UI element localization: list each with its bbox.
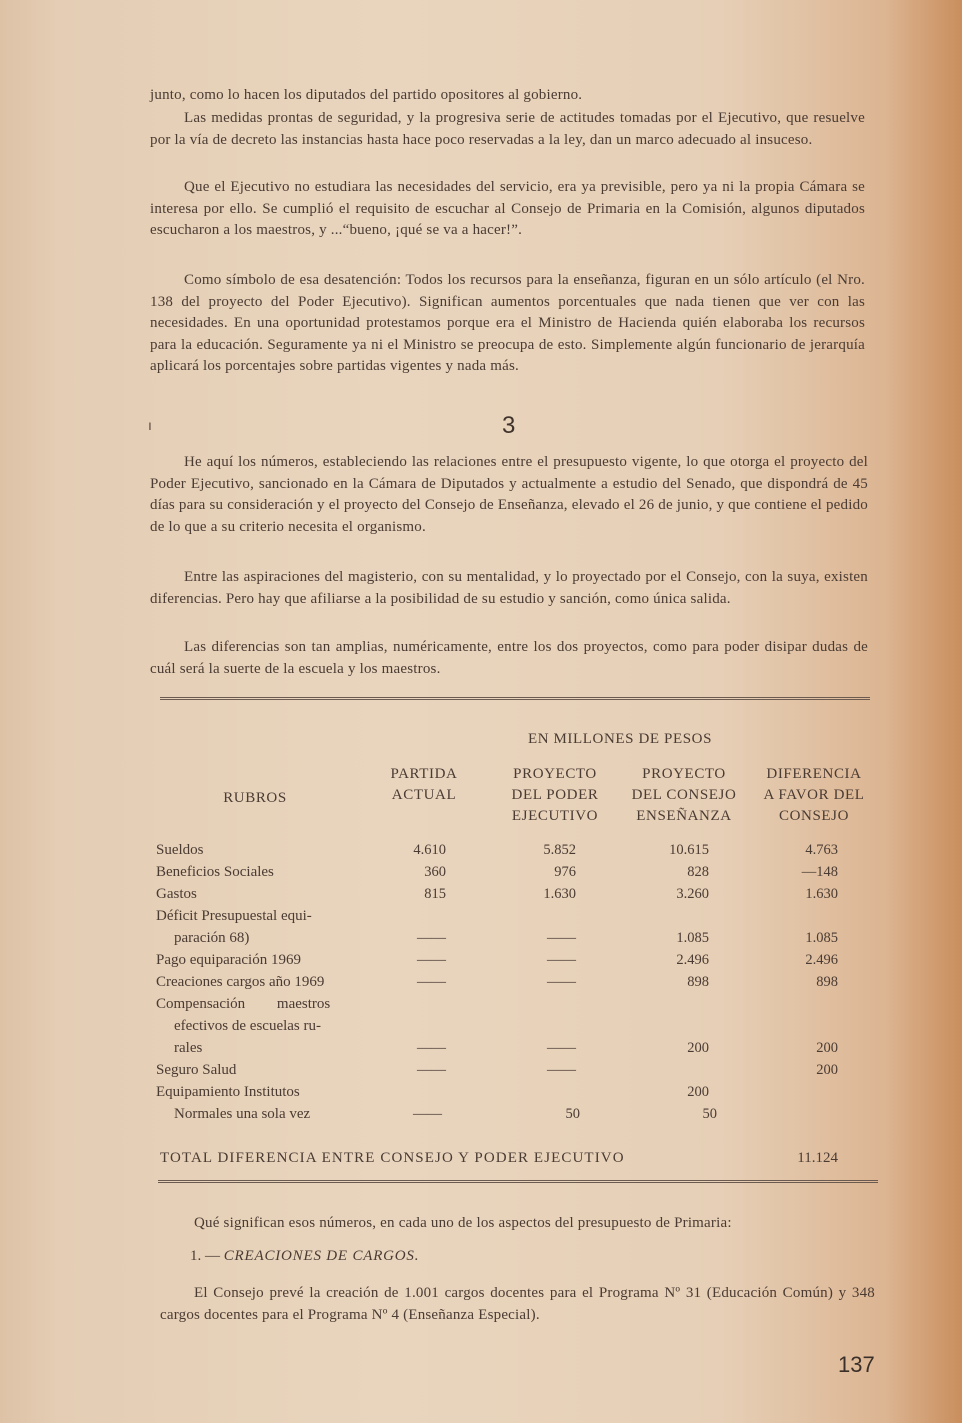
cell-partida: —— (417, 1062, 446, 1078)
table-total-label: TOTAL DIFERENCIA ENTRE CONSEJO Y PODER EJECUTIVO (160, 1150, 625, 1166)
cell-ejecutivo: 1.630 (543, 886, 576, 902)
cell-diferencia: 1.630 (805, 886, 838, 902)
row-label-seguro: Seguro Salud (156, 1062, 237, 1078)
paragraph-section-1: He aquí los números, estableciendo las relaciones entre el presupuesto vigente, lo que otorga el proyecto del Poder Ejecutivo, sancionado en la Cámara de Diputados y actualmente a estudio del Senado, que dispondrá de 45 días para su consideración y el proyecto del Consejo de Enseñanza, elevado el 26 de junio, y que contiene el pedido de lo que a su criterio necesita el organismo. (150, 454, 868, 535)
cell-consejo: 10.615 (669, 842, 709, 858)
header-diferencia (748, 764, 880, 827)
page-number: 137 (838, 1352, 875, 1377)
row-label-equipamiento: Equipamiento Institutos (156, 1084, 300, 1100)
row-label-deficit-cont: paración 68) (174, 930, 250, 946)
cell-diferencia: 1.085 (805, 930, 838, 946)
cell-diferencia: 898 (816, 974, 838, 990)
cell-consejo: 200 (687, 1084, 709, 1100)
list-heading-title: CREACIONES DE CARGOS. (223, 1248, 420, 1264)
row-label-pago: Pago equiparación 1969 (156, 952, 301, 968)
cell-diferencia: 4.763 (805, 842, 838, 858)
section-number: 3 (502, 412, 516, 439)
cell-consejo: 898 (687, 974, 709, 990)
header-diferencia-line: A FAVOR DEL (763, 787, 865, 803)
table-bottom-rule (158, 1180, 878, 1183)
header-ejecutivo (494, 764, 616, 827)
header-diferencia-line: DIFERENCIA (766, 766, 862, 782)
header-partida-line: ACTUAL (391, 787, 457, 803)
header-ejecutivo-line: EJECUTIVO (511, 808, 599, 824)
cell-ejecutivo: —— (547, 1040, 576, 1056)
cell-diferencia: 50 (702, 1106, 717, 1122)
cell-consejo: 3.260 (676, 886, 709, 902)
paragraph-section-2: Entre las aspiraciones del magisterio, con su mentalidad, y lo proyectado por el Consejo, con la suya, existen diferencias. Pero hay que afiliarse a la posibilidad de su estudio y sanción, como única salida. (150, 569, 868, 607)
row-label-creaciones: Creaciones cargos año 1969 (156, 974, 325, 990)
cell-partida: —— (417, 930, 446, 946)
cell-consejo: 200 (687, 1040, 709, 1056)
paragraph-intro-4: Como símbolo de esa desatención: Todos los recursos para la enseñanza, figuran en un sólo artículo (el Nro. 138 del proyecto del Poder Ejecutivo). Significan aumentos porcentuales que nada tienen que ver con las necesidades. En una oportunidad protestamos porque era el Ministro de Hacienda quién elaboraba los recursos para la educación. Seguramente ya ni el Ministro se preocupa de esto. Simplemente algún funcionario de jerarquía aplicará los porcentajes sobre partidas vigentes y nada más. (150, 272, 865, 374)
list-heading (190, 1248, 419, 1265)
cell-partida: —— (417, 974, 446, 990)
cell-consejo: 828 (687, 864, 709, 880)
list-heading-number: 1. — (190, 1248, 220, 1264)
header-diferencia-line: CONSEJO (778, 808, 850, 824)
row-label-beneficios: Beneficios Sociales (156, 864, 274, 880)
paragraph-intro-2: Las medidas prontas de seguridad, y la progresiva serie de actitudes tomadas por el Ejecutivo, que resuelve por la vía de decreto las instancias hasta hace poco reservadas a la ley, dan un marco adecuado al insuceso. (150, 110, 865, 148)
header-rubros: RUBROS (223, 790, 287, 806)
cell-diferencia: —148 (801, 864, 838, 880)
cell-diferencia: 200 (816, 1040, 838, 1056)
cell-ejecutivo: —— (547, 930, 576, 946)
cell-partida: 4.610 (413, 842, 446, 858)
header-partida (372, 764, 476, 806)
cell-diferencia: 2.496 (805, 952, 838, 968)
cell-partida: —— (417, 952, 446, 968)
paragraph-final: El Consejo prevé la creación de 1.001 cargos docentes para el Programa Nº 31 (Educación Común) y 348 cargos docentes para el Programa Nº 4 (Enseñanza Especial). (160, 1285, 875, 1323)
header-ejecutivo-line: PROYECTO (513, 766, 597, 782)
header-ejecutivo-line: DEL PODER (511, 787, 599, 803)
cell-diferencia: 200 (816, 1062, 838, 1078)
row-label-compensacion-cont: efectivos de escuelas ru- (174, 1018, 322, 1034)
margin-mark: ı (148, 417, 152, 433)
cell-ejecutivo: —— (547, 1062, 576, 1078)
paragraph-closing: Qué significan esos números, en cada uno de los aspectos del presupuesto de Primaria: (194, 1215, 732, 1231)
cell-consejo: 1.085 (676, 930, 709, 946)
row-label-compensacion: Compensación maestros (156, 996, 331, 1012)
table-total-value: 11.124 (797, 1150, 838, 1166)
cell-ejecutivo: 976 (554, 864, 576, 880)
header-consejo-line: PROYECTO (642, 766, 726, 782)
paragraph-section-3: Las diferencias son tan amplias, numéricamente, entre los dos proyectos, como para poder disipar dudas de cuál será la suerte de la escuela y los maestros. (150, 639, 868, 677)
paragraph-intro-1: junto, como lo hacen los diputados del partido opositores al gobierno. (150, 87, 583, 103)
row-label-gastos: Gastos (156, 886, 197, 902)
header-consejo-line: ENSEÑANZA (636, 808, 732, 824)
cell-ejecutivo: 5.852 (543, 842, 576, 858)
row-label-equipamiento-cont: Normales una sola vez (174, 1106, 311, 1122)
cell-ejecutivo: 50 (565, 1106, 580, 1122)
table-caption: EN MILLONES DE PESOS (527, 731, 713, 747)
cell-partida: —— (417, 1040, 446, 1056)
table-top-rule (160, 697, 870, 700)
cell-consejo: 2.496 (676, 952, 709, 968)
header-partida-line: PARTIDA (390, 766, 458, 782)
header-consejo-line: DEL CONSEJO (631, 787, 737, 803)
cell-partida: 360 (424, 864, 446, 880)
cell-ejecutivo: —— (547, 952, 576, 968)
row-label-sueldos: Sueldos (156, 842, 204, 858)
cell-partida: —— (413, 1106, 442, 1122)
paragraph-intro-3: Que el Ejecutivo no estudiara las necesidades del servicio, era ya previsible, pero ya ni la propia Cámara se interesa por ello. Se cumplió el requisito de escuchar al Consejo de Primaria en la Comisión, algunos diputados escucharon a los maestros, y ...“bueno, ¡qué se va a hacer!”. (150, 179, 865, 238)
cell-ejecutivo: —— (547, 974, 576, 990)
header-consejo (620, 764, 748, 827)
cell-partida: 815 (424, 886, 446, 902)
row-label-compensacion-cont: rales (174, 1040, 203, 1056)
row-label-deficit: Déficit Presupuestal equi- (156, 908, 312, 924)
